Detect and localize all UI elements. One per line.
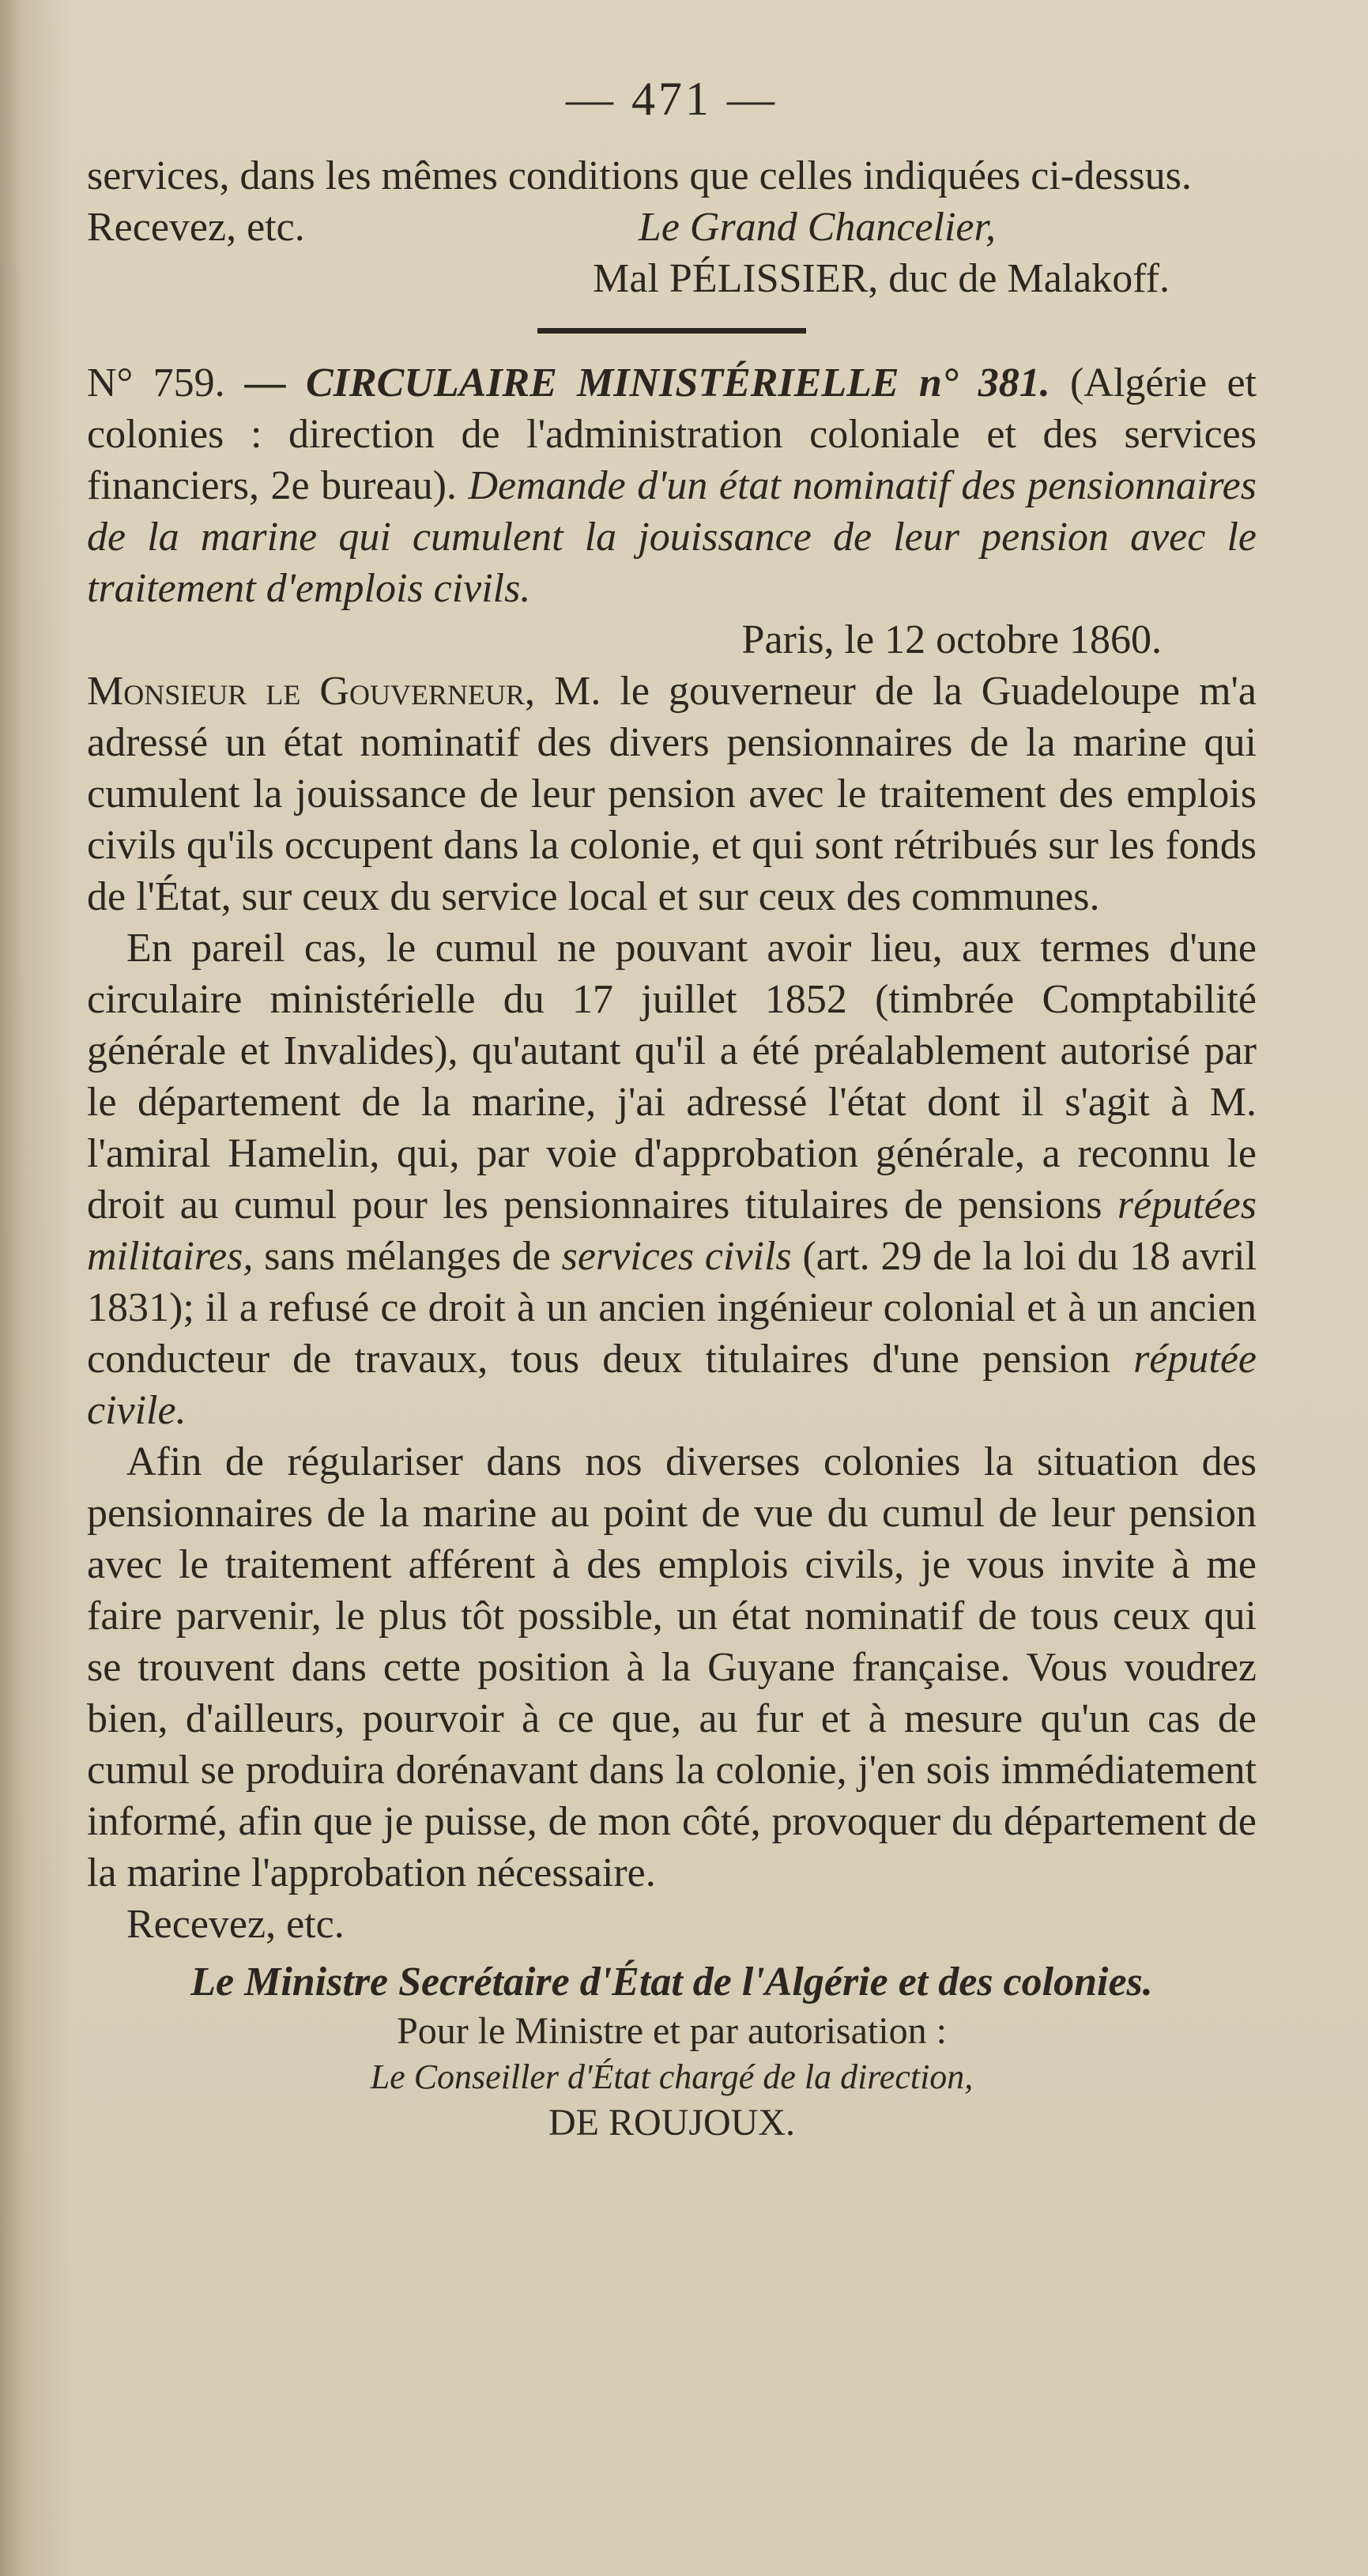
paragraph-3: Afin de régulariser dans nos diverses colonies la situation des pensionnaires de la marine au point de vue du cumul de leur pension avec le traitement afférent à des emplois civils, je vous invite à me faire parvenir, le plus tôt possible, un état nominatif de tous ceux qui se trouvent dans cette position à la Guyane française. Vous voudrez bien, d'ailleurs, pourvoir à ce que, au fur et à mesure qu'un cas de cumul se produira dorénavant dans la colonie, j'en sois immédiatement informé, afin que je puisse, de mon côté, provoquer du département de la marine l'approbation nécessaire. [87, 1439, 1257, 1895]
grand-chancelier-name: Mal PÉLISSIER, duc de Malakoff. [593, 256, 1170, 301]
paragraph-2-italic-2: services civils [561, 1234, 792, 1279]
closing-formula: Recevez, etc. [126, 1902, 345, 1947]
councillor-name: DE ROUJOUX. [548, 2102, 795, 2144]
paragraph-2-b: sans mélanges de [264, 1234, 551, 1279]
grand-chancelier-title: Le Grand Chancelier, [638, 205, 996, 250]
paragraph-1-text: M. le gouverneur de la Guadeloupe m'a adressé un état nominatif des divers pensionnaires de la marine qui cumulent la jouissance de leur pension avec le traitement des emplois civils qu'ils occupent dans la colonie, et qui sont rétribués sur les fonds de l'État, sur ceux du service local et sur ceux des communes. [87, 669, 1257, 919]
circular-header [87, 357, 1257, 614]
continuation-line: services, dans les mêmes conditions que celles indiquées ci-dessus. [87, 153, 1192, 198]
opening-closing: Recevez, etc. [87, 205, 305, 250]
councillor-title: Le Conseiller d'État chargé de la direction, [370, 2057, 974, 2096]
circular-title: — CIRCULAIRE MINISTÉRIELLE n° 381. [244, 360, 1050, 405]
paragraph-2 [87, 922, 1257, 1436]
text-column [87, 71, 1257, 2147]
minister-signature-title: Le Ministre Secrétaire d'État de l'Algérie et des colonies. [190, 1959, 1153, 2005]
page-number: — 471 — [566, 73, 778, 125]
paragraph-1 [87, 666, 1257, 922]
circular-subject: Demande d'un état nominatif des pensionnaires de la marine qui cumulent la jouissance de leur pension avec le traitement d'emplois civils. [87, 463, 1257, 611]
salutation: Monsieur le Gouverneur, [87, 669, 535, 714]
circular-header-rest: (Algérie et colonies : direction de l'administration coloniale et des services financiers, 2e bureau). [87, 360, 1257, 508]
paragraph-2-italic-3: réputée civile. [87, 1337, 1257, 1433]
paragraph-2-italic-1: réputées militaires, [87, 1182, 1257, 1279]
section-divider [537, 328, 806, 334]
paragraph-2-c: (art. 29 de la loi du 18 avril 1831); il a refusé ce droit à un ancien ingénieur colonial et à un ancien conducteur de travaux, tous deux titulaires d'une pension [87, 1234, 1257, 1382]
authorization-line: Pour le Ministre et par autorisation : [397, 2010, 947, 2052]
paragraph-2-a: En pareil cas, le cumul ne pouvant avoir lieu, aux termes d'une circulaire ministérielle du 17 juillet 1852 (timbrée Comptabilité générale et Invalides), qu'autant qu'il a été préalablement autorisé par le département de la marine, j'ai adressé l'état dont il s'agit à M. l'amiral Hamelin, qui, par voie d'approbation générale, a reconnu le droit au cumul pour les pensionnaires titulaires de pensions [87, 926, 1257, 1228]
opening-signature-row [87, 202, 1257, 253]
place-date: Paris, le 12 octobre 1860. [741, 617, 1162, 662]
circular-number: N° 759. [87, 360, 225, 405]
spacer [87, 1950, 1257, 1956]
